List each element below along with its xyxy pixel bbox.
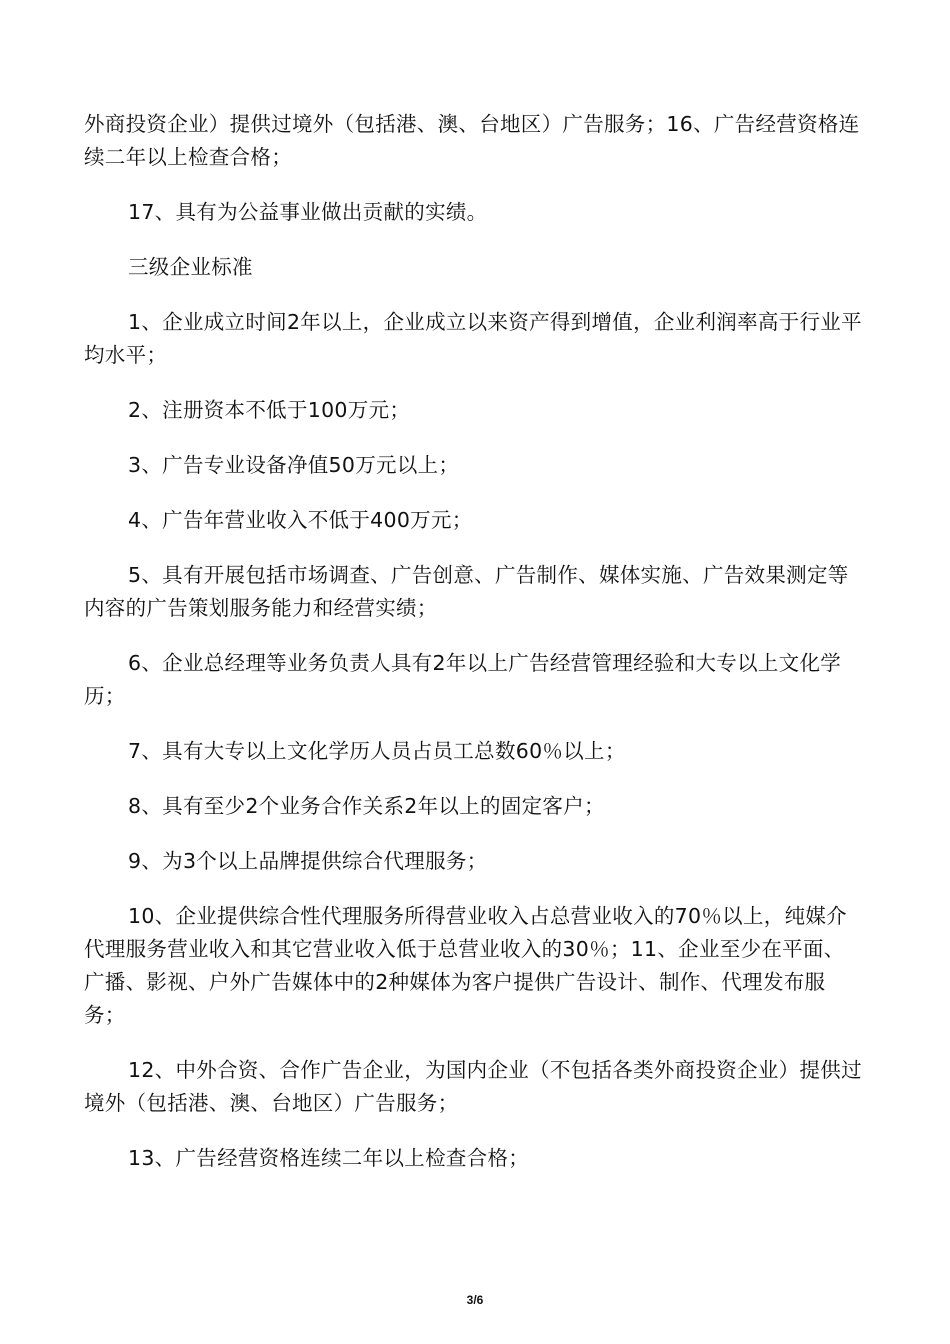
paragraph: 3、广告专业设备净值50万元以上； [128,453,460,477]
document-body [84,108,864,1197]
paragraph: 10、企业提供综合性代理服务所得营业收入占总营业收入的70％以上，纯媒介代理服务营业收入和其它营业收入低于总营业收入的30％；11、企业至少在平面、广播、影视、户外广告媒体中的2种媒体为客户提供广告设计、制作、代理发布服务； [84,904,847,1027]
paragraph: 7、具有大专以上文化学历人员占员工总数60％以上； [128,739,626,763]
paragraph: 1、企业成立时间2年以上，企业成立以来资产得到增值，企业利润率高于行业平均水平； [84,310,862,367]
paragraph: 4、广告年营业收入不低于400万元； [128,508,473,532]
paragraph: 5、具有开展包括市场调查、广告创意、广告制作、媒体实施、广告效果测定等内容的广告策划服务能力和经营实绩； [84,563,849,620]
section-heading: 三级企业标准 [128,255,253,279]
paragraph: 17、具有为公益事业做出贡献的实绩。 [128,200,488,224]
paragraph: 2、注册资本不低于100万元； [128,398,411,422]
paragraph: 9、为3个以上品牌提供综合代理服务； [128,849,488,873]
paragraph: 8、具有至少2个业务合作关系2年以上的固定客户； [128,794,605,818]
paragraph: 13、广告经营资格连续二年以上检查合格； [128,1146,530,1170]
page-number: 3/6 [466,1293,484,1307]
paragraph: 12、中外合资、合作广告企业，为国内企业（不包括各类外商投资企业）提供过境外（包括港、澳、台地区）广告服务； [84,1058,862,1115]
paragraph: 外商投资企业）提供过境外（包括港、澳、台地区）广告服务；16、广告经营资格连续二年以上检查合格； [84,112,860,169]
paragraph: 6、企业总经理等业务负责人具有2年以上广告经营管理经验和大专以上文化学历； [84,651,842,708]
